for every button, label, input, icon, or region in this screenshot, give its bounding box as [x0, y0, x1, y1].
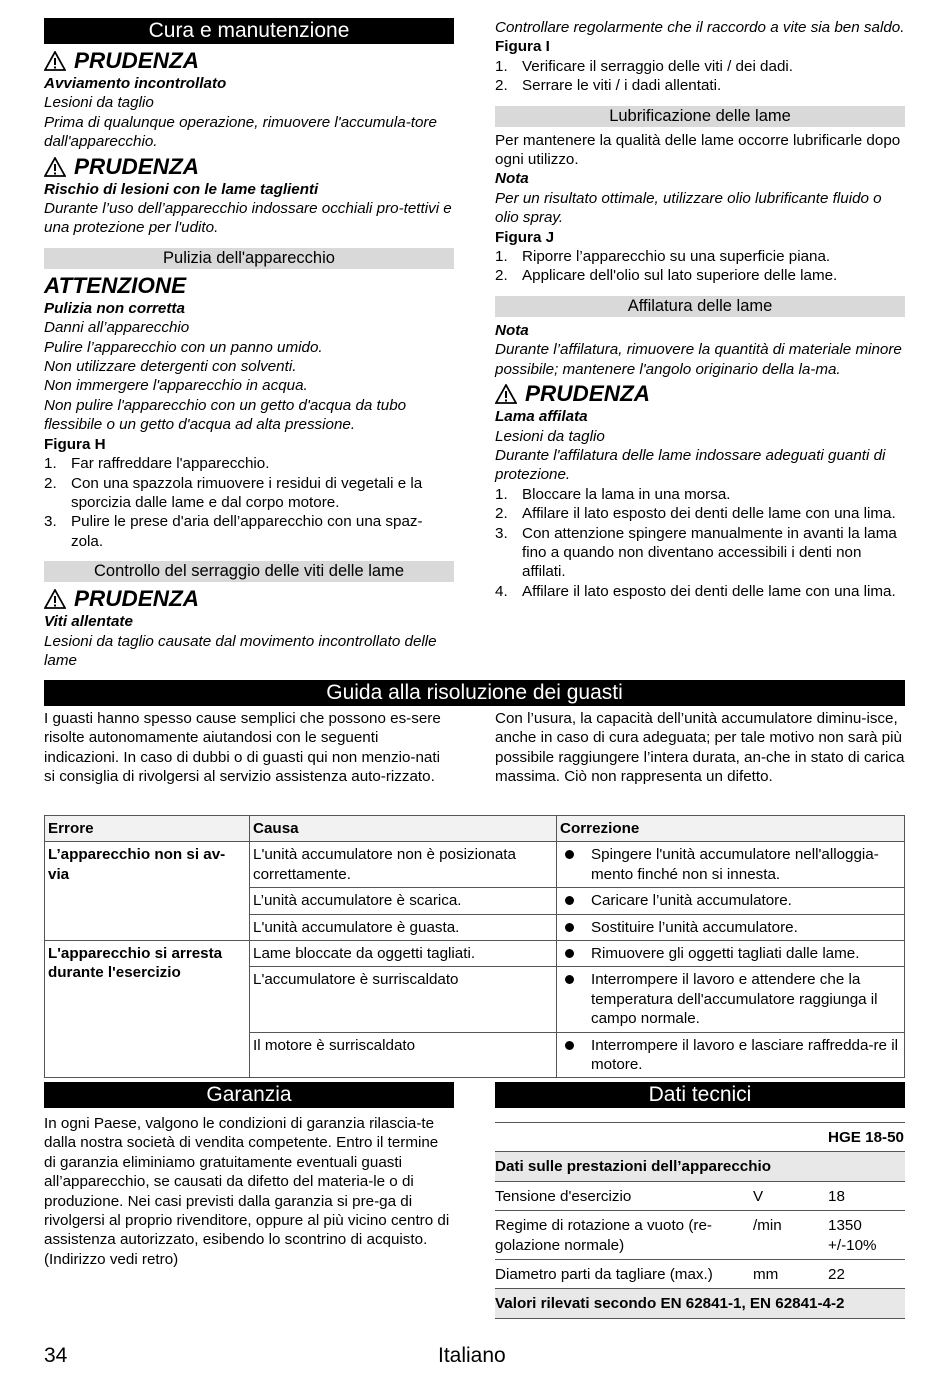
- fix-cell: Spingere l'unità accumulatore nell'alloggia-mento finché non si innesta.: [557, 842, 905, 888]
- tech-heading: Dati tecnici: [495, 1082, 905, 1108]
- troubleshooting-intro-left: I guasti hanno spesso cause semplici che possono es-sere risolte autonomamente aiutandosi con le seguenti indicazioni. In caso di dubbi o di guasti qui non menzio-nati si consiglia di rivolgersi al servizio assistenza auto-rizzato.: [44, 710, 441, 786]
- warning-3-hazard: Viti allentate: [44, 613, 133, 631]
- table-row: [45, 941, 905, 967]
- list-item: 2. Serrare le viti / i dadi allentati.: [495, 77, 722, 95]
- error-cell: L'apparecchio si arresta durante l'esercizio: [45, 941, 250, 1078]
- page-number: 34: [44, 1344, 68, 1367]
- note-1-title: Nota: [495, 170, 529, 188]
- warning-3-text: Lesioni da taglio causate dal movimento incontrollato delle lame: [44, 632, 437, 669]
- bullet-icon: [565, 850, 574, 859]
- attention-line: Non utilizzare detergenti con solventi.: [44, 358, 297, 376]
- list-item: 1. Verificare il serraggio delle viti / dei dadi.: [495, 57, 793, 75]
- attention-line: Danni all’apparecchio: [44, 319, 190, 337]
- lubrication-steps: [495, 247, 905, 286]
- warranty-text: In ogni Paese, valgono le condizioni di garanzia rilascia-te dalla nostra società di vendita competente. Entro il termine di garanzia eliminiamo gratuitamente eventuali guasti all’apparecchio, se causati da difetto del materia-le o di produzione. Nei casi previsti dalla garanzia si pre-ga di rivolgersi al proprio rivenditore, oppure al più vicino centro di assistenza autorizzato, esibendo lo scontrino di acquisto.: [44, 1115, 450, 1249]
- error-cell: L’apparecchio non si av-via: [45, 842, 250, 941]
- warning-triangle-icon: [495, 384, 517, 404]
- warning-triangle-icon: [44, 589, 66, 609]
- care-heading: Cura e manutenzione: [44, 18, 454, 44]
- attention-line: Pulire l’apparecchio con un panno umido.: [44, 338, 323, 356]
- sharpening-heading: Affilatura delle lame: [495, 296, 905, 317]
- attention-hazard: Pulizia non corretta: [44, 299, 185, 317]
- fix-cell: Rimuovere gli oggetti tagliati dalle lame.: [557, 941, 905, 967]
- fix-cell: Interrompere il lavoro e lasciare raffredda-re il motore.: [557, 1032, 905, 1078]
- cause-cell: L’unità accumulatore è scarica.: [250, 888, 557, 914]
- warning-triangle-icon: [44, 51, 66, 71]
- figure-h-label: Figura H: [44, 435, 106, 453]
- warning-2: PRUDENZA: [44, 154, 454, 180]
- cleaning-steps: [44, 454, 454, 551]
- warranty-section: [44, 1082, 454, 1269]
- warning-1-hazard: Avviamento incontrollato: [44, 75, 227, 92]
- model-name: HGE 18-50: [828, 1123, 905, 1152]
- warning-1: PRUDENZA: [44, 48, 454, 74]
- header-cause: Causa: [250, 816, 557, 842]
- troubleshooting-intro-right: Con l’usura, la capacità dell’unità accumulatore diminu-isce, anche in caso di cura adeguata; per tale motivo non sarà più possibile raggiungere l’intera durata, an-che in stato di carica massima. Ciò non rappresenta un difetto.: [495, 710, 905, 786]
- fix-cell: Sostituire l’unità accumulatore.: [557, 914, 905, 940]
- header-fix: Correzione: [557, 816, 905, 842]
- list-item: 1. Far raffreddare l'apparecchio.: [44, 455, 270, 473]
- warning-1-effect: Lesioni da taglio: [44, 94, 154, 112]
- figure-i-label: Figura I: [495, 38, 550, 56]
- bullet-icon: [565, 1041, 574, 1050]
- tech-footer-row: Valori rilevati secondo EN 62841-1, EN 62841-4-2: [495, 1289, 905, 1318]
- bullet-icon: [565, 896, 574, 905]
- attention-title: ATTENZIONE: [44, 272, 187, 298]
- list-item: 1. Riporre l’apparecchio su una superficie piana.: [495, 248, 831, 266]
- tech-header-row: [495, 1123, 905, 1152]
- fix-cell: Interrompere il lavoro e attendere che la temperatura dell'accumulatore raggiunga il campo normale.: [557, 967, 905, 1032]
- warning-3: PRUDENZA: [44, 586, 454, 612]
- table-row: Tensione d'esercizio V 18: [495, 1181, 905, 1210]
- attention-line: Non pulire l'apparecchio con un getto d'acqua da tubo flessibile o un getto d'acqua ad alta pressione.: [44, 396, 407, 434]
- lubrication-text: Per mantenere la qualità delle lame occorre lubrificarle dopo ogni utilizzo.: [495, 131, 901, 169]
- list-item: 1. Bloccare la lama in una morsa.: [495, 485, 731, 503]
- warning-2-text: Durante l’uso dell’apparecchio indossare occhiali pro-tettivi e una protezione per l'udito.: [44, 200, 452, 237]
- lubrication-heading: Lubrificazione delle lame: [495, 106, 905, 127]
- table-row: Diametro parti da tagliare (max.) mm 22: [495, 1260, 905, 1289]
- table-row: Regime di rotazione a vuoto (re-golazione normale) /min 1350 +/-10%: [495, 1211, 905, 1260]
- list-item: 2. Con una spazzola rimuovere i residui di vegetali e la sporcizia dalle lame e dal corpo motore.: [44, 474, 423, 511]
- warning-4-text: Durante l'affilatura delle lame indossare adeguati guanti di protezione.: [495, 446, 886, 484]
- warning-4-hazard: Lama affilata: [495, 408, 588, 426]
- cause-cell: Il motore è surriscaldato: [250, 1032, 557, 1078]
- tech-section-row: Dati sulle prestazioni dell’apparecchio: [495, 1152, 905, 1181]
- header-error: Errore: [45, 816, 250, 842]
- troubleshooting-heading: Guida alla risoluzione dei guasti: [44, 680, 905, 706]
- bullet-icon: [565, 923, 574, 932]
- cleaning-heading: Pulizia dell'apparecchio: [44, 248, 454, 269]
- table-row: [45, 842, 905, 888]
- warning-1-text: Prima di qualunque operazione, rimuovere l'accumula-tore dall'apparecchio.: [44, 113, 437, 151]
- list-item: 3. Pulire le prese d'aria dell’apparecchio con una spaz-zola.: [44, 513, 423, 550]
- bullet-icon: [565, 975, 574, 984]
- note-1-text: Per un risultato ottimale, utilizzare olio lubrificante fluido o olio spray.: [495, 189, 882, 227]
- warning-2-hazard: Rischio di lesioni con le lame taglienti: [44, 180, 319, 198]
- screw-check-heading: Controllo del serraggio delle viti delle lame: [44, 561, 454, 582]
- list-item: 3. Con attenzione spingere manualmente in avanti la lama fino a quando non diventano accessibili i denti non affilati.: [495, 524, 897, 581]
- figure-j-label: Figura J: [495, 228, 555, 246]
- note-2-text: Durante l’affilatura, rimuovere la quantità di materiale minore possibile; mantenere l'angolo originario della la-ma.: [495, 341, 902, 378]
- screw-intro: Controllare regolarmente che il raccordo a vite sia ben saldo.: [495, 19, 905, 36]
- right-column: [495, 18, 905, 601]
- cause-cell: L'unità accumulatore è guasta.: [250, 914, 557, 940]
- list-item: 2. Applicare dell'olio sul lato superiore delle lame.: [495, 267, 838, 285]
- list-item: 2. Affilare il lato esposto dei denti delle lame con una lima.: [495, 505, 896, 523]
- screw-steps: [495, 57, 905, 96]
- tech-section: [495, 1082, 905, 1319]
- table-header-row: [45, 816, 905, 842]
- language-label: Italiano: [438, 1344, 506, 1367]
- list-item: 4. Affilare il lato esposto dei denti delle lame con una lima.: [495, 582, 896, 600]
- left-column: [44, 18, 454, 670]
- cause-cell: L'accumulatore è surriscaldato: [250, 967, 557, 1032]
- warranty-heading: Garanzia: [44, 1082, 454, 1108]
- cause-cell: L'unità accumulatore non è posizionata correttamente.: [250, 842, 557, 888]
- sharpening-steps: [495, 485, 905, 601]
- warranty-address: (Indirizzo vedi retro): [44, 1250, 179, 1268]
- note-2-title: Nota: [495, 321, 529, 339]
- warning-4-effect: Lesioni da taglio: [495, 427, 605, 445]
- cause-cell: Lame bloccate da oggetti tagliati.: [250, 941, 557, 967]
- fix-cell: Caricare l’unità accumulatore.: [557, 888, 905, 914]
- attention-line: Non immergere l'apparecchio in acqua.: [44, 377, 308, 395]
- warning-4: PRUDENZA: [495, 381, 905, 407]
- tech-table: [495, 1122, 905, 1319]
- fault-table: [44, 815, 905, 1078]
- warning-triangle-icon: [44, 157, 66, 177]
- bullet-icon: [565, 949, 574, 958]
